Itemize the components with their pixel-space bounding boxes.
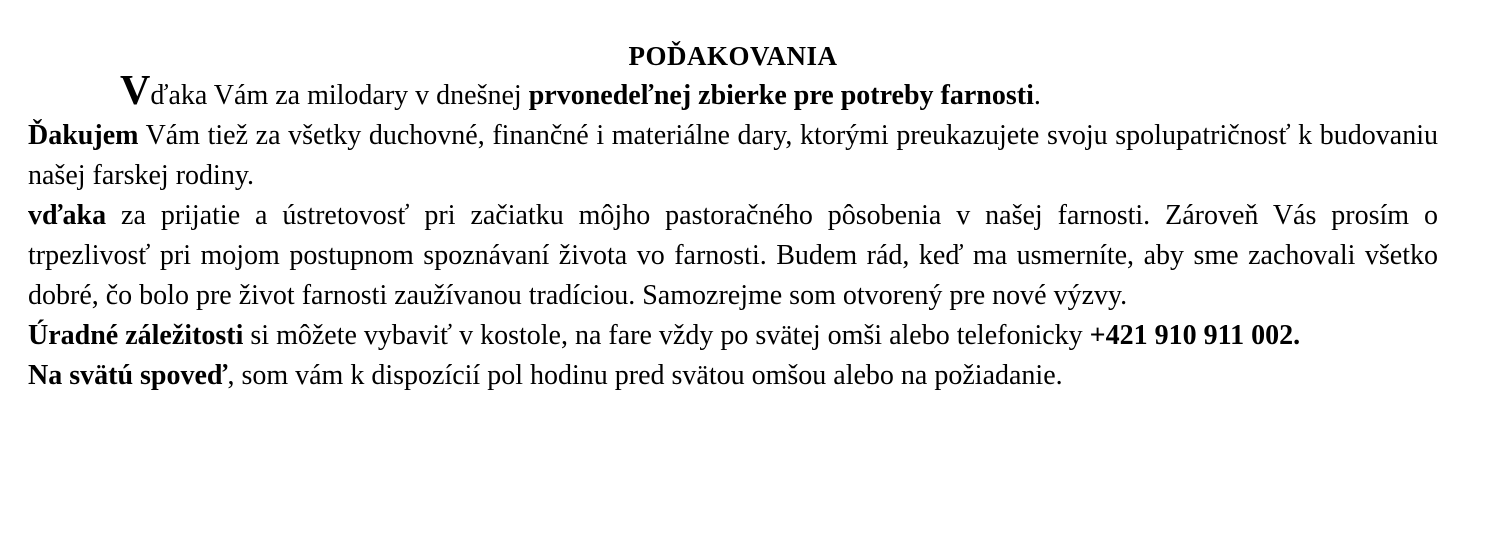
paragraph-text: za prijatie a ústretovosť pri začiatku môjho pastoračného pôsobenia v našej farnosti. Zároveň Vás prosím o trpezlivosť pri mojom postupnom spoznávaní života vo farnosti. Budem rád, keď ma usmerníte, aby sme zachovali všetko dobré, čo bolo pre život farnosti zaužívanou tradíciou. Samozrejme som otvorený pre nové výzvy. bbox=[28, 200, 1438, 311]
bold-phrase: Na svätú spoveď bbox=[28, 360, 228, 391]
paragraph-text: ďaka Vám za milodary v dnešnej bbox=[150, 80, 529, 111]
bold-phrase: Ďakujem bbox=[28, 120, 139, 151]
bold-phrase: vďaka bbox=[28, 200, 107, 231]
document-title: POĎAKOVANIA bbox=[628, 41, 838, 71]
paragraph-confession bbox=[28, 356, 1438, 396]
drop-cap: V bbox=[120, 68, 151, 114]
bold-phrase: Úradné záležitosti bbox=[28, 320, 244, 351]
paragraph-text: , som vám k dispozícií pol hodinu pred svätou omšou alebo na požiadanie. bbox=[227, 360, 1063, 391]
announcement-document bbox=[28, 38, 1438, 396]
paragraph-office-matters bbox=[28, 316, 1438, 356]
bold-phrase: prvonedeľnej zbierke pre potreby farnosti bbox=[528, 80, 1034, 111]
paragraph-thanks-gifts bbox=[28, 116, 1438, 196]
paragraph-thanks-donations bbox=[28, 68, 1438, 116]
paragraph-text: si môžete vybaviť v kostole, na fare vždy po svätej omši alebo telefonicky bbox=[243, 320, 1090, 351]
phone-number: +421 910 911 002. bbox=[1089, 320, 1301, 351]
paragraph-text: Vám tiež za všetky duchovné, finančné i materiálne dary, ktorými preukazujete svoju spolupatričnosť k budovaniu našej farskej rodiny. bbox=[28, 120, 1438, 191]
paragraph-thanks-welcome bbox=[28, 196, 1438, 316]
paragraph-end: . bbox=[1033, 80, 1041, 111]
